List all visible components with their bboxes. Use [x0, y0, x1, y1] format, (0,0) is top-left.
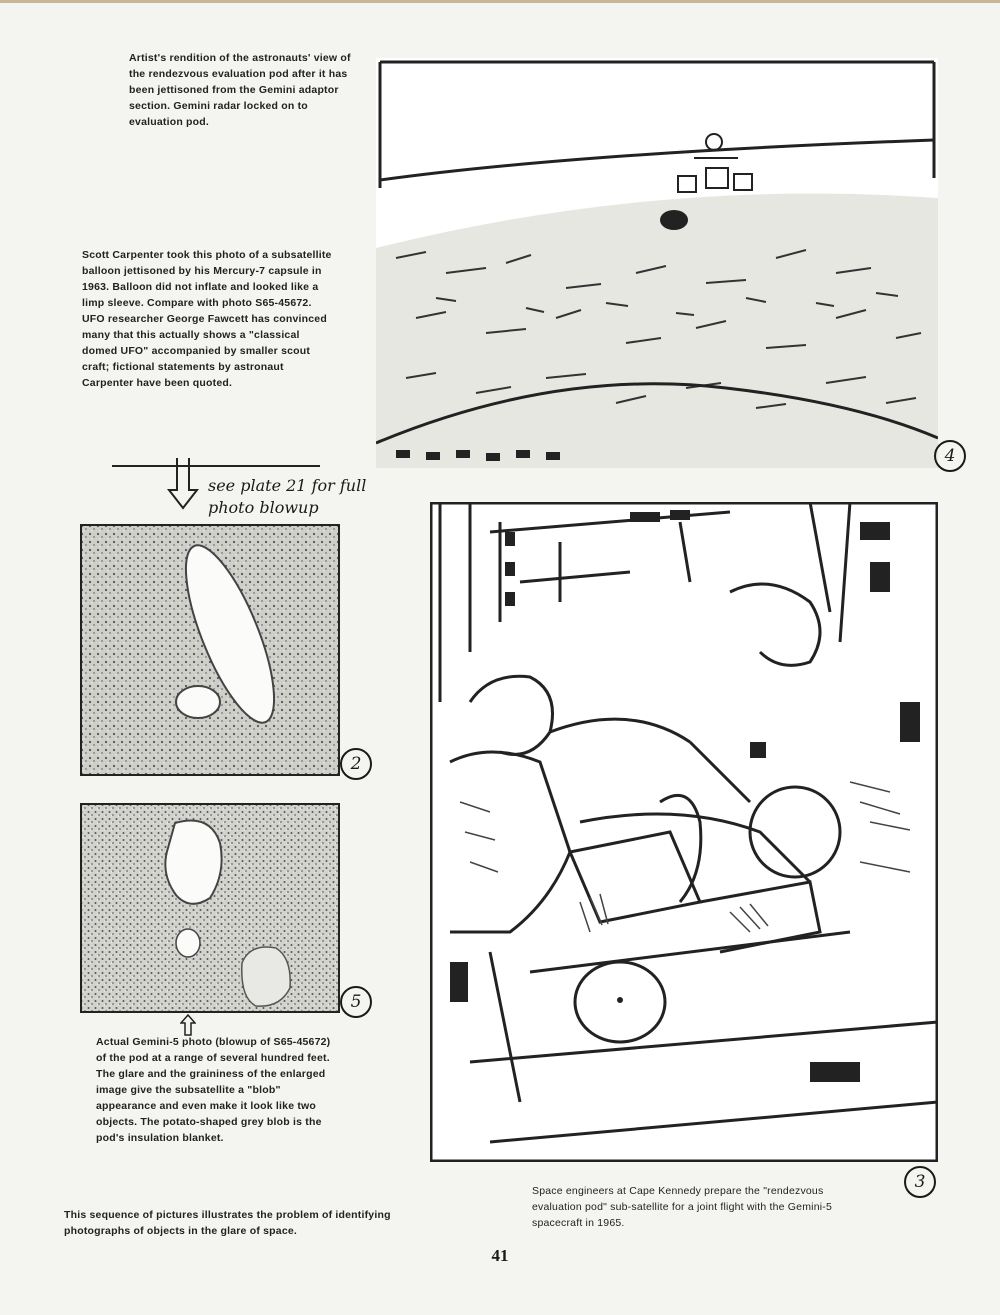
gemini5-photo-caption: Actual Gemini-5 photo (blowup of S65-45672) of the pod at a range of several hundred feet. The glare and the graininess of the enlarged image give the subsatellite a "blob" appearance and even make it look like two objects. The potato-shaped grey blob is the pod's insulation blanket.	[96, 1036, 331, 1144]
artist-rendition-caption: Artist's rendition of the astronauts' view of the rendezvous evaluation pod after it has been jettisoned from the Gemini adaptor section. Gemini radar locked on to evaluation pod.	[129, 52, 351, 128]
down-arrow-icon	[166, 456, 200, 512]
sequence-caption: This sequence of pictures illustrates the problem of identifying photographs of objects in the glare of space.	[64, 1209, 391, 1237]
carpenter-balloon-image	[80, 524, 340, 776]
cape-kennedy-engineers-image	[430, 502, 938, 1162]
artist-rendition-image	[376, 58, 938, 468]
engineers-caption: Space engineers at Cape Kennedy prepare the "rendezvous evaluation pod" sub-satellite for a joint flight with the Gemini-5 spacecraft in 1965.	[532, 1185, 832, 1229]
photo-number-3: 3	[904, 1166, 936, 1198]
divider-line	[112, 465, 320, 467]
photo-number-5: 5	[340, 986, 372, 1018]
photo-number-2: 2	[340, 748, 372, 780]
gemini5-blowup-image	[80, 803, 340, 1013]
page-edge	[0, 0, 1000, 3]
photo-number-4: 4	[934, 440, 966, 472]
carpenter-photo-caption: Scott Carpenter took this photo of a subsatellite balloon jettisoned by his Mercury-7 capsule in 1963. Balloon did not inflate and looked like a limp sleeve. Compare with photo S65-45672. UFO researcher George Fawcett has convinced many that this actually shows a "classical domed UFO" accompanied by smaller scout craft; fictional statements by astronaut Carpenter have been quoted.	[82, 249, 332, 389]
up-arrow-icon	[180, 1014, 196, 1036]
page-number: 41	[491, 1246, 509, 1265]
handwritten-note: see plate 21 for full photo blowup	[208, 476, 367, 517]
